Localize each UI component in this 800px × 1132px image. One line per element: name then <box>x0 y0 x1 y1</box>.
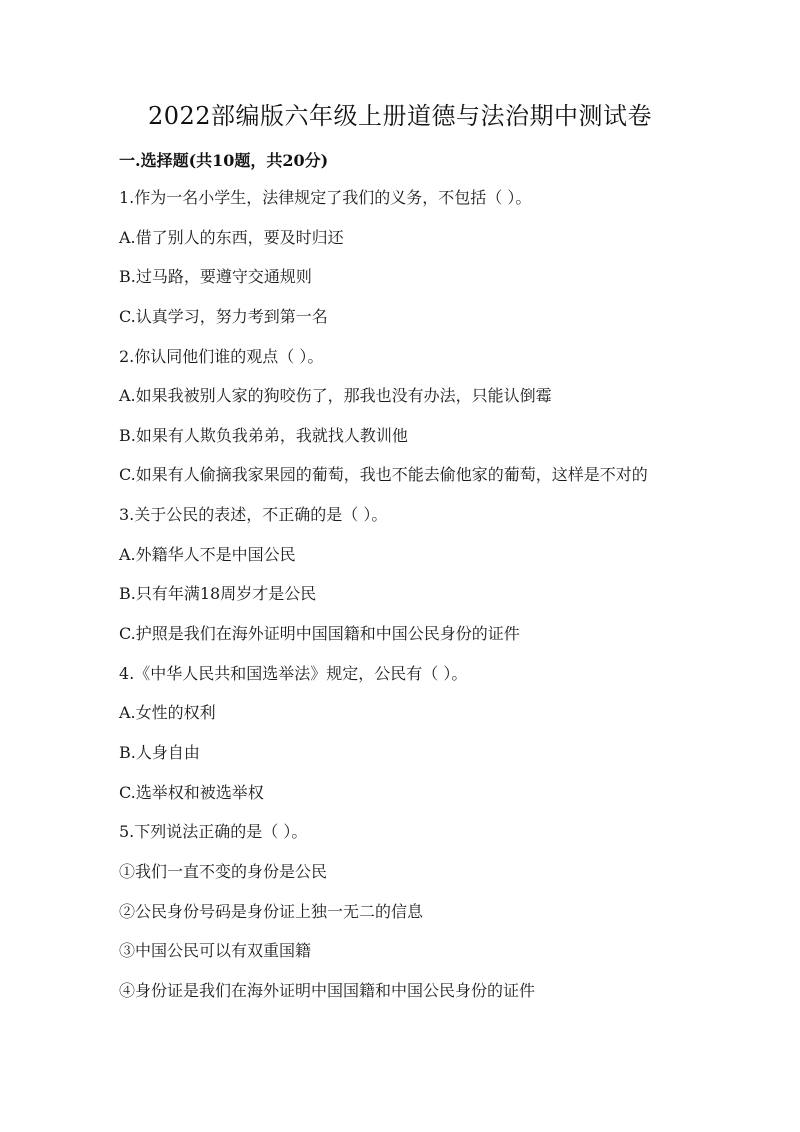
page-title: 2022部编版六年级上册道德与法治期中测试卷 <box>147 102 653 130</box>
option-line: B.如果有人欺负我弟弟，我就找人教训他 <box>119 425 408 445</box>
question-line: 5.下列说法正确的是（ ）。 <box>119 822 308 842</box>
question-line: 4.《中华人民共和国选举法》规定，公民有（ ）。 <box>119 663 468 683</box>
statement-line: ②公民身份号码是身份证上独一无二的信息 <box>119 901 424 921</box>
option-line: B.过马路，要遵守交通规则 <box>119 267 312 287</box>
question-line: 1.作为一名小学生，法律规定了我们的义务，不包括（ ）。 <box>119 188 532 207</box>
question-line: 2.你认同他们谁的观点（ ）。 <box>119 346 324 366</box>
statement-line: ④身份证是我们在海外证明中国国籍和中国公民身份的证件 <box>119 980 536 1000</box>
option-line: C.如果有人偷摘我家果园的葡萄，我也不能去偷他家的葡萄，这样是不对的 <box>119 465 648 485</box>
option-line: A.借了别人的东西，要及时归还 <box>119 227 344 247</box>
option-line: B.人身自由 <box>119 742 200 762</box>
section-heading: 一.选择题(共10题，共20分) <box>119 151 329 170</box>
option-line: A.如果我被别人家的狗咬伤了，那我也没有办法，只能认倒霉 <box>119 386 552 406</box>
option-line: C.护照是我们在海外证明中国国籍和中国公民身份的证件 <box>119 624 520 644</box>
option-line: B.只有年满18周岁才是公民 <box>119 584 317 604</box>
statement-line: ①我们一直不变的身份是公民 <box>119 861 328 881</box>
statement-line: ③中国公民可以有双重国籍 <box>119 941 312 961</box>
question-list <box>119 188 719 1020</box>
option-line: C.选举权和被选举权 <box>119 782 264 802</box>
option-line: A.外籍华人不是中国公民 <box>119 544 296 564</box>
question-line: 3.关于公民的表述，不正确的是（ ）。 <box>119 505 388 525</box>
option-line: A.女性的权利 <box>119 703 216 723</box>
option-line: C.认真学习，努力考到第一名 <box>119 306 328 326</box>
